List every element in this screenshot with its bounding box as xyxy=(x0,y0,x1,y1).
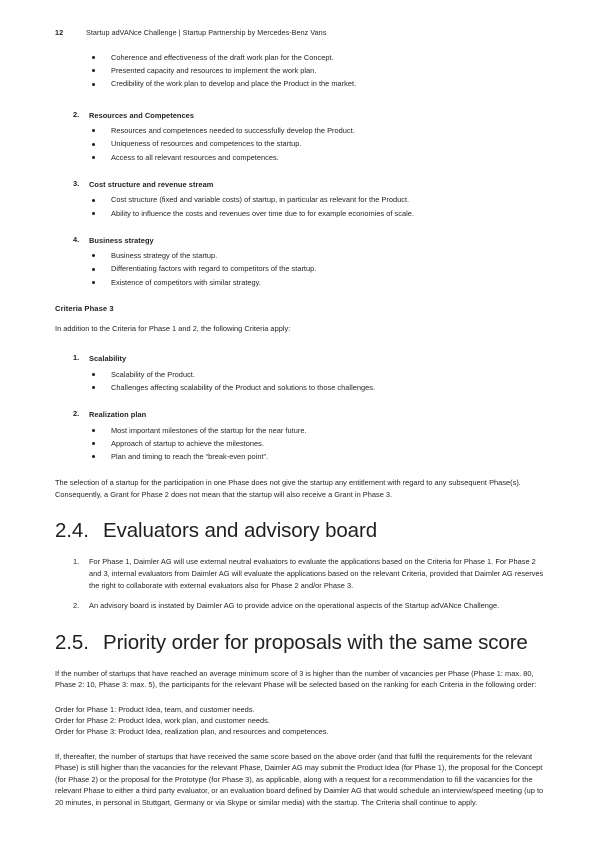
bullet-text: Scalability of the Product. xyxy=(111,369,195,379)
bullet-text: Plan and timing to reach the “break-even point”. xyxy=(111,451,269,461)
bullet-dot-icon xyxy=(92,281,95,284)
item-number: 1. xyxy=(73,557,80,567)
criteria-group-bullets xyxy=(89,125,547,163)
list-item xyxy=(89,138,547,150)
bullet-text: Challenges affecting scalability of the Product and solutions to those challenges. xyxy=(111,382,376,392)
criteria-group-title: Resources and Competences xyxy=(89,110,195,120)
criteria-group-3 xyxy=(55,179,547,219)
heading-2-4-text: Evaluators and advisory board xyxy=(103,519,378,543)
bullet-dot-icon xyxy=(92,442,95,445)
heading-2-5-number: 2.5. xyxy=(55,630,89,654)
bullet-dot-icon xyxy=(92,373,95,376)
bullet-text: Differentiating factors with regard to competitors of the startup. xyxy=(111,264,317,274)
criteria-group-title: Realization plan xyxy=(89,410,147,419)
criteria-group-bullets xyxy=(89,369,547,394)
bullet-dot-icon xyxy=(92,156,95,159)
phase3-group-1 xyxy=(55,353,547,393)
list-item xyxy=(89,152,547,164)
criteria-group-title: Business strategy xyxy=(89,235,154,245)
bullet-dot-icon xyxy=(92,69,95,72)
criteria-group-number: 3. xyxy=(73,178,80,188)
criteria-group-4 xyxy=(55,235,547,289)
section-2-5-closing-paragraph: If, thereafter, the number of startups that have received the same score based on the above order (and that fulfil the requirements for the relevant Phase) is still higher than the vacancies for the relevant Phase, Daimler AG may submit the Product Idea (for Phase 1), the proposal for the Concept (for Phase 2) or the proposal for the Prototype (for Phase 3), as applicable, along with a request for a recommendation to fill the vacancies for the relevant Phase to either a third party evaluator, or an evaluation board defined by Daimler AG that would schedule an interview/speed meeting (up to 20 minutes, in personal in Stuttgart, Germany or via Skype or similar media) with the startup. The Criteria shall continue to apply. xyxy=(55,751,544,807)
bullet-text: Ability to influence the costs and revenues over time due to for example economies of scale. xyxy=(111,208,414,218)
bullet-dot-icon xyxy=(92,429,95,432)
phase3-closing-paragraph: The selection of a startup for the participation in one Phase does not give the startup any entitlement with regard to any subsequent Phase(s). Consequently, a Grant for Phase 2 does not mean that the startup will also receive a Grant in Phase 3. xyxy=(55,478,521,499)
list-item xyxy=(55,600,547,612)
section-2-4-items xyxy=(55,556,547,611)
bullet-dot-icon xyxy=(92,56,95,59)
bullet-dot-icon xyxy=(92,386,95,389)
list-item xyxy=(89,78,547,90)
list-item xyxy=(89,382,547,394)
section-2-5-intro: If the number of startups that have reached an average minimum score of 3 is higher than the number of vacancies per Phase (Phase 1: max. 80, Phase 2: 10, Phase 3: max. 5), the participants for the relevant Phase will be selected based on the ranking for each Criteria in the following order: xyxy=(55,668,537,690)
bullet-text: Presented capacity and resources to implement the work plan. xyxy=(111,66,317,76)
bullet-text: Most important milestones of the startup for the near future. xyxy=(111,425,307,435)
list-item xyxy=(89,425,547,437)
criteria-group-bullets xyxy=(89,425,547,463)
page-body xyxy=(55,52,547,808)
bullet-text: Approach of startup to achieve the milestones. xyxy=(111,438,264,448)
list-item xyxy=(89,208,547,220)
page-header xyxy=(0,28,600,42)
list-item xyxy=(89,369,547,381)
list-item xyxy=(89,263,547,275)
page-number: 12 xyxy=(55,28,64,37)
order-line: Order for Phase 1: Product Idea, team, and customer needs. xyxy=(55,704,255,714)
list-item xyxy=(89,65,547,77)
bullet-dot-icon xyxy=(92,83,95,86)
running-title: Startup adVANce Challenge | Startup Partnership by Mercedes-Benz Vans xyxy=(86,28,327,37)
criteria-continuation-bullets xyxy=(55,52,547,90)
bullet-text: Cost structure (fixed and variable costs) of startup, in particular as relevant for the Product. xyxy=(111,195,410,205)
criteria-group-number: 4. xyxy=(73,234,80,244)
bullet-dot-icon xyxy=(92,129,95,132)
phase3-group-2 xyxy=(55,409,547,463)
list-item xyxy=(89,194,547,206)
item-number: 2. xyxy=(73,601,80,611)
heading-2-5 xyxy=(55,630,547,655)
list-item xyxy=(89,451,547,463)
bullet-text: Coherence and effectiveness of the draft work plan for the Concept. xyxy=(111,53,334,62)
criteria-group-title: Scalability xyxy=(89,354,127,364)
heading-2-5-text: Priority order for proposals with the same score xyxy=(103,630,528,654)
bullet-text: Uniqueness of resources and competences to the startup. xyxy=(111,139,302,149)
bullet-dot-icon xyxy=(92,268,95,271)
bullet-dot-icon xyxy=(92,455,95,458)
criteria-group-title: Cost structure and revenue stream xyxy=(89,179,214,189)
list-item xyxy=(89,250,547,262)
list-item xyxy=(89,52,547,64)
bullet-dot-icon xyxy=(92,212,95,215)
criteria-group-2 xyxy=(55,110,547,164)
criteria-group-bullets xyxy=(89,194,547,219)
item-text: An advisory board is instated by Daimler AG to provide advice on the operational aspects of the Startup adVANce Challenge. xyxy=(89,601,500,611)
list-item xyxy=(89,125,547,137)
bullet-dot-icon xyxy=(92,199,95,202)
criteria-group-bullets xyxy=(89,250,547,288)
bullet-text: Existence of competitors with similar strategy. xyxy=(111,277,261,287)
bullet-text: Business strategy of the startup. xyxy=(111,251,218,261)
section-2-5-order-lines xyxy=(55,704,547,738)
criteria-phase-3-intro: In addition to the Criteria for Phase 1 and 2, the following Criteria apply: xyxy=(55,324,291,334)
criteria-group-number: 2. xyxy=(73,409,80,418)
bullet-dot-icon xyxy=(92,143,95,146)
criteria-group-number: 2. xyxy=(73,109,80,119)
order-line: Order for Phase 3: Product Idea, realization plan, and resources and competences. xyxy=(55,727,329,737)
heading-2-4 xyxy=(55,518,547,543)
list-item xyxy=(89,438,547,450)
bullet-text: Access to all relevant resources and competences. xyxy=(111,152,279,162)
order-line: Order for Phase 2: Product Idea, work plan, and customer needs. xyxy=(55,716,270,726)
criteria-phase-3-subheading: Criteria Phase 3 xyxy=(55,303,114,313)
list-item xyxy=(89,277,547,289)
bullet-text: Credibility of the work plan to develop and place the Product in the market. xyxy=(111,79,357,89)
bullet-dot-icon xyxy=(92,254,95,257)
heading-2-4-number: 2.4. xyxy=(55,519,89,543)
criteria-group-number: 1. xyxy=(73,353,80,363)
list-item xyxy=(55,556,547,591)
item-text: For Phase 1, Daimler AG will use external neutral evaluators to evaluate the applications based on the Criteria for Phase 1. For Phase 2 and 3, internal evaluators from Daimler AG will evaluate the applications based on the relevant Criteria, provided that Daimler AG reserves the right to collaborate with external evaluators also for Phase 2 and/or Phase 3. xyxy=(89,557,544,590)
bullet-text: Resources and competences needed to successfully develop the Product. xyxy=(111,126,355,136)
